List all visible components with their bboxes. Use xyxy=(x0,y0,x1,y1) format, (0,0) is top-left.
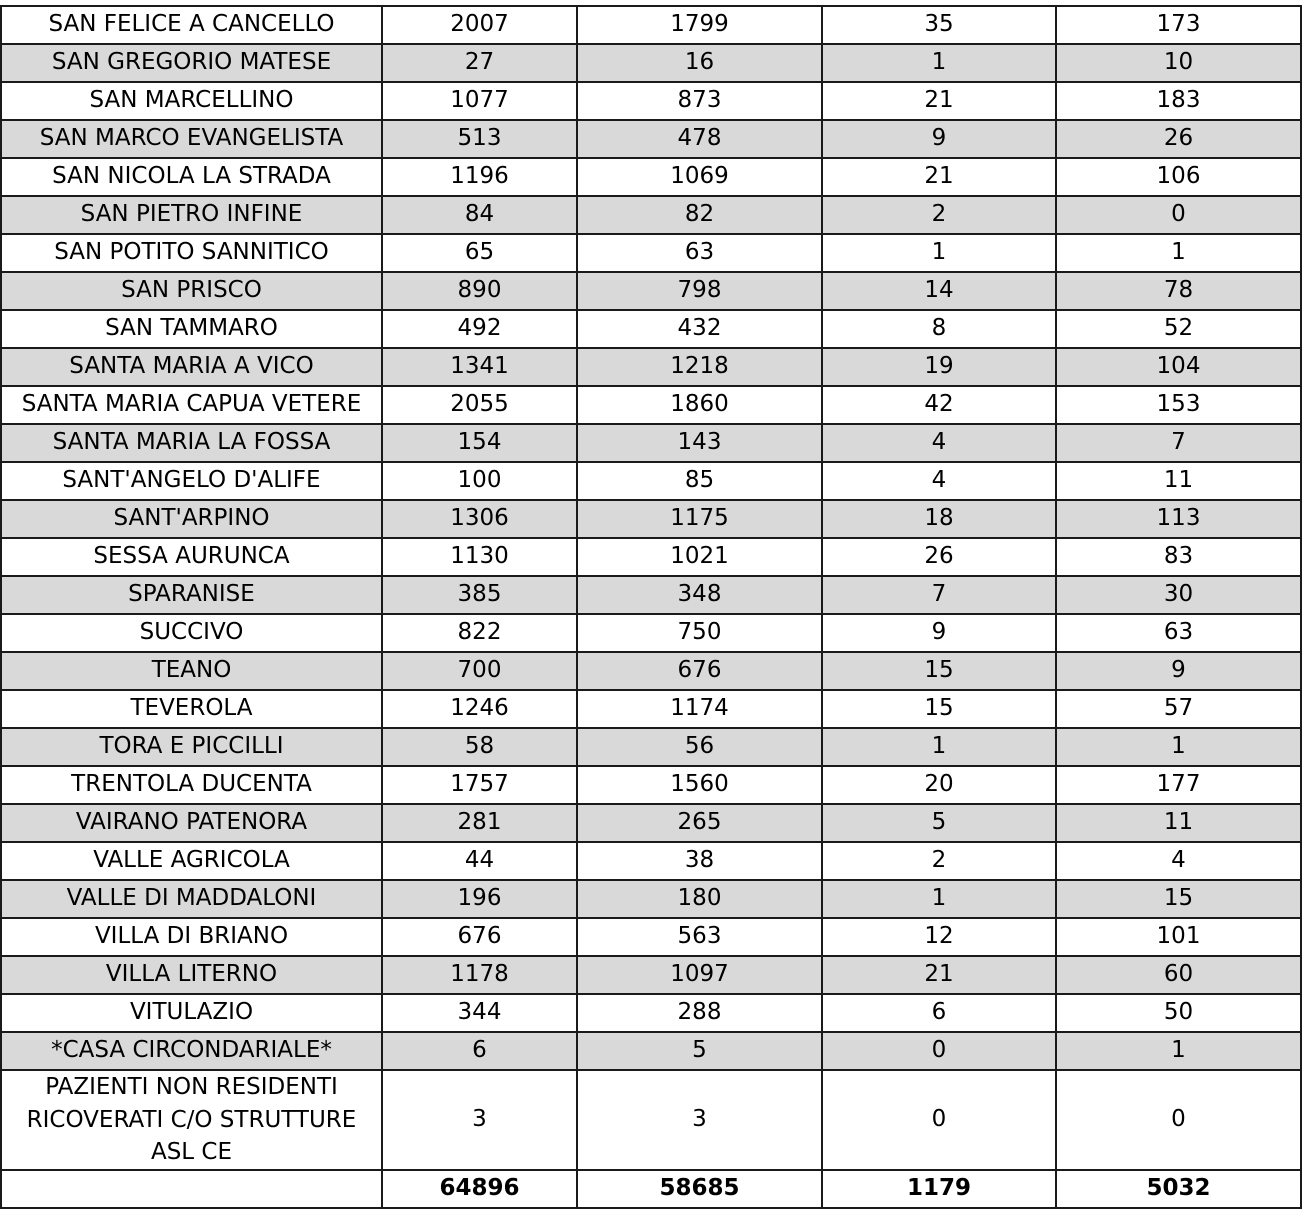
cell-value-2: 56 xyxy=(577,728,822,766)
cell-comune: SAN MARCO EVANGELISTA xyxy=(1,120,382,158)
cell-value-1: 1077 xyxy=(382,82,577,120)
cell-comune: SESSA AURUNCA xyxy=(1,538,382,576)
cell-value-2: 1097 xyxy=(577,956,822,994)
cell-value-3: 21 xyxy=(822,956,1056,994)
cell-value-4: 0 xyxy=(1056,196,1301,234)
table-row xyxy=(1,500,1301,538)
cell-value-1: 196 xyxy=(382,880,577,918)
cell-value-1: 822 xyxy=(382,614,577,652)
table-row xyxy=(1,994,1301,1032)
cell-value-1: 1341 xyxy=(382,348,577,386)
cell-value-4: 1 xyxy=(1056,1032,1301,1070)
cell-value-2: 16 xyxy=(577,44,822,82)
cell-value-3: 8 xyxy=(822,310,1056,348)
cell-value-2: 1174 xyxy=(577,690,822,728)
cell-value-1: 65 xyxy=(382,234,577,272)
cell-value-1: 385 xyxy=(382,576,577,614)
total-row xyxy=(1,1170,1301,1208)
cell-value-4: 83 xyxy=(1056,538,1301,576)
cell-comune: SAN TAMMARO xyxy=(1,310,382,348)
cell-comune: VILLA DI BRIANO xyxy=(1,918,382,956)
cell-value-4: 0 xyxy=(1056,1070,1301,1170)
cell-comune: SAN NICOLA LA STRADA xyxy=(1,158,382,196)
table-row xyxy=(1,956,1301,994)
cell-value-1: 700 xyxy=(382,652,577,690)
table-row xyxy=(1,804,1301,842)
cell-value-4: 52 xyxy=(1056,310,1301,348)
cell-value-4: 30 xyxy=(1056,576,1301,614)
cell-value-3: 1 xyxy=(822,234,1056,272)
table-row xyxy=(1,386,1301,424)
cell-value-1: 513 xyxy=(382,120,577,158)
cell-comune: SAN MARCELLINO xyxy=(1,82,382,120)
cell-comune: SAN PIETRO INFINE xyxy=(1,196,382,234)
table-row xyxy=(1,424,1301,462)
cell-value-3: 14 xyxy=(822,272,1056,310)
cell-value-1: 3 xyxy=(382,1070,577,1170)
cell-value-2: 63 xyxy=(577,234,822,272)
cell-value-2: 1069 xyxy=(577,158,822,196)
cell-value-2: 432 xyxy=(577,310,822,348)
cell-value-1: 281 xyxy=(382,804,577,842)
table-row xyxy=(1,576,1301,614)
cell-comune: TEVEROLA xyxy=(1,690,382,728)
cell-value-2: 1860 xyxy=(577,386,822,424)
cell-value-1: 1306 xyxy=(382,500,577,538)
cell-comune: SANT'ANGELO D'ALIFE xyxy=(1,462,382,500)
table-row xyxy=(1,690,1301,728)
cell-value-1: 676 xyxy=(382,918,577,956)
cell-comune: VAIRANO PATENORA xyxy=(1,804,382,842)
cell-value-3: 21 xyxy=(822,82,1056,120)
cell-comune: SANTA MARIA A VICO xyxy=(1,348,382,386)
cell-value-2: 85 xyxy=(577,462,822,500)
table-row xyxy=(1,120,1301,158)
cell-comune: SPARANISE xyxy=(1,576,382,614)
cell-value-3: 35 xyxy=(822,6,1056,44)
cell-value-2: 1175 xyxy=(577,500,822,538)
table-row xyxy=(1,272,1301,310)
cell-value-1: 154 xyxy=(382,424,577,462)
cell-comune: VALLE AGRICOLA xyxy=(1,842,382,880)
cell-value-4: 11 xyxy=(1056,462,1301,500)
table-row xyxy=(1,158,1301,196)
cell-value-1: 2055 xyxy=(382,386,577,424)
cell-value-4: 9 xyxy=(1056,652,1301,690)
cell-value-2: 288 xyxy=(577,994,822,1032)
cell-value-4: 11 xyxy=(1056,804,1301,842)
total-value-4: 5032 xyxy=(1056,1170,1301,1208)
cell-value-2: 1799 xyxy=(577,6,822,44)
cell-value-2: 563 xyxy=(577,918,822,956)
cell-comune: SAN GREGORIO MATESE xyxy=(1,44,382,82)
cell-comune: SAN FELICE A CANCELLO xyxy=(1,6,382,44)
table-row xyxy=(1,82,1301,120)
cell-value-3: 4 xyxy=(822,424,1056,462)
table-row xyxy=(1,44,1301,82)
cell-value-3: 0 xyxy=(822,1032,1056,1070)
cell-value-1: 492 xyxy=(382,310,577,348)
cell-value-4: 106 xyxy=(1056,158,1301,196)
cell-value-2: 5 xyxy=(577,1032,822,1070)
cell-value-4: 173 xyxy=(1056,6,1301,44)
cell-value-3: 5 xyxy=(822,804,1056,842)
cell-value-1: 84 xyxy=(382,196,577,234)
cell-value-4: 1 xyxy=(1056,728,1301,766)
cell-value-4: 60 xyxy=(1056,956,1301,994)
cell-value-4: 113 xyxy=(1056,500,1301,538)
cell-comune: PAZIENTI NON RESIDENTI RICOVERATI C/O STRUTTURE ASL CE xyxy=(1,1070,382,1170)
cell-comune: SANTA MARIA LA FOSSA xyxy=(1,424,382,462)
cell-comune: VITULAZIO xyxy=(1,994,382,1032)
total-value-2: 58685 xyxy=(577,1170,822,1208)
cell-value-3: 7 xyxy=(822,576,1056,614)
cell-value-3: 21 xyxy=(822,158,1056,196)
data-table xyxy=(0,5,1302,1209)
cell-value-4: 63 xyxy=(1056,614,1301,652)
table-row xyxy=(1,880,1301,918)
cell-value-2: 180 xyxy=(577,880,822,918)
table-row xyxy=(1,1070,1301,1170)
cell-value-4: 1 xyxy=(1056,234,1301,272)
cell-value-2: 1560 xyxy=(577,766,822,804)
cell-value-4: 7 xyxy=(1056,424,1301,462)
cell-value-3: 2 xyxy=(822,196,1056,234)
cell-value-3: 19 xyxy=(822,348,1056,386)
cell-comune: TORA E PICCILLI xyxy=(1,728,382,766)
cell-value-3: 12 xyxy=(822,918,1056,956)
table-row xyxy=(1,196,1301,234)
cell-value-1: 1757 xyxy=(382,766,577,804)
cell-comune: VILLA LITERNO xyxy=(1,956,382,994)
cell-value-1: 58 xyxy=(382,728,577,766)
cell-comune: SAN PRISCO xyxy=(1,272,382,310)
cell-value-4: 177 xyxy=(1056,766,1301,804)
cell-value-1: 2007 xyxy=(382,6,577,44)
cell-value-3: 9 xyxy=(822,120,1056,158)
cell-value-3: 15 xyxy=(822,652,1056,690)
cell-value-4: 10 xyxy=(1056,44,1301,82)
cell-value-3: 1 xyxy=(822,44,1056,82)
table-row xyxy=(1,842,1301,880)
cell-value-3: 1 xyxy=(822,728,1056,766)
cell-value-1: 1130 xyxy=(382,538,577,576)
cell-value-4: 57 xyxy=(1056,690,1301,728)
cell-value-4: 4 xyxy=(1056,842,1301,880)
table-row xyxy=(1,348,1301,386)
table-body xyxy=(1,6,1301,1208)
cell-value-4: 101 xyxy=(1056,918,1301,956)
cell-value-1: 27 xyxy=(382,44,577,82)
total-value-3: 1179 xyxy=(822,1170,1056,1208)
table-row xyxy=(1,614,1301,652)
cell-value-3: 18 xyxy=(822,500,1056,538)
cell-value-3: 9 xyxy=(822,614,1056,652)
cell-value-4: 50 xyxy=(1056,994,1301,1032)
cell-comune: SUCCIVO xyxy=(1,614,382,652)
total-value-1: 64896 xyxy=(382,1170,577,1208)
cell-value-3: 26 xyxy=(822,538,1056,576)
cell-value-3: 6 xyxy=(822,994,1056,1032)
cell-value-2: 478 xyxy=(577,120,822,158)
cell-comune: TRENTOLA DUCENTA xyxy=(1,766,382,804)
table-row xyxy=(1,652,1301,690)
cell-value-2: 676 xyxy=(577,652,822,690)
table-row xyxy=(1,234,1301,272)
cell-value-1: 44 xyxy=(382,842,577,880)
cell-comune: SAN POTITO SANNITICO xyxy=(1,234,382,272)
cell-value-4: 104 xyxy=(1056,348,1301,386)
cell-value-2: 873 xyxy=(577,82,822,120)
total-label xyxy=(1,1170,382,1208)
cell-value-4: 26 xyxy=(1056,120,1301,158)
table-row xyxy=(1,1032,1301,1070)
cell-value-1: 1246 xyxy=(382,690,577,728)
cell-value-4: 78 xyxy=(1056,272,1301,310)
table-row xyxy=(1,462,1301,500)
cell-value-3: 20 xyxy=(822,766,1056,804)
cell-value-1: 6 xyxy=(382,1032,577,1070)
cell-value-2: 1218 xyxy=(577,348,822,386)
cell-comune: SANT'ARPINO xyxy=(1,500,382,538)
table-row xyxy=(1,728,1301,766)
cell-value-1: 1178 xyxy=(382,956,577,994)
cell-value-4: 15 xyxy=(1056,880,1301,918)
cell-value-1: 890 xyxy=(382,272,577,310)
table-row xyxy=(1,766,1301,804)
table-row xyxy=(1,6,1301,44)
cell-value-3: 42 xyxy=(822,386,1056,424)
cell-value-1: 100 xyxy=(382,462,577,500)
cell-value-2: 3 xyxy=(577,1070,822,1170)
cell-comune: *CASA CIRCONDARIALE* xyxy=(1,1032,382,1070)
cell-value-2: 798 xyxy=(577,272,822,310)
cell-value-3: 4 xyxy=(822,462,1056,500)
cell-value-2: 348 xyxy=(577,576,822,614)
cell-comune: TEANO xyxy=(1,652,382,690)
cell-value-2: 82 xyxy=(577,196,822,234)
cell-value-3: 2 xyxy=(822,842,1056,880)
table-row xyxy=(1,310,1301,348)
cell-value-2: 750 xyxy=(577,614,822,652)
cell-value-1: 344 xyxy=(382,994,577,1032)
cell-comune: VALLE DI MADDALONI xyxy=(1,880,382,918)
table-row xyxy=(1,538,1301,576)
cell-value-2: 38 xyxy=(577,842,822,880)
cell-value-3: 1 xyxy=(822,880,1056,918)
cell-value-2: 143 xyxy=(577,424,822,462)
cell-value-2: 1021 xyxy=(577,538,822,576)
cell-value-1: 1196 xyxy=(382,158,577,196)
cell-value-2: 265 xyxy=(577,804,822,842)
cell-value-3: 0 xyxy=(822,1070,1056,1170)
cell-value-3: 15 xyxy=(822,690,1056,728)
cell-value-4: 183 xyxy=(1056,82,1301,120)
cell-comune: SANTA MARIA CAPUA VETERE xyxy=(1,386,382,424)
table-row xyxy=(1,918,1301,956)
cell-value-4: 153 xyxy=(1056,386,1301,424)
